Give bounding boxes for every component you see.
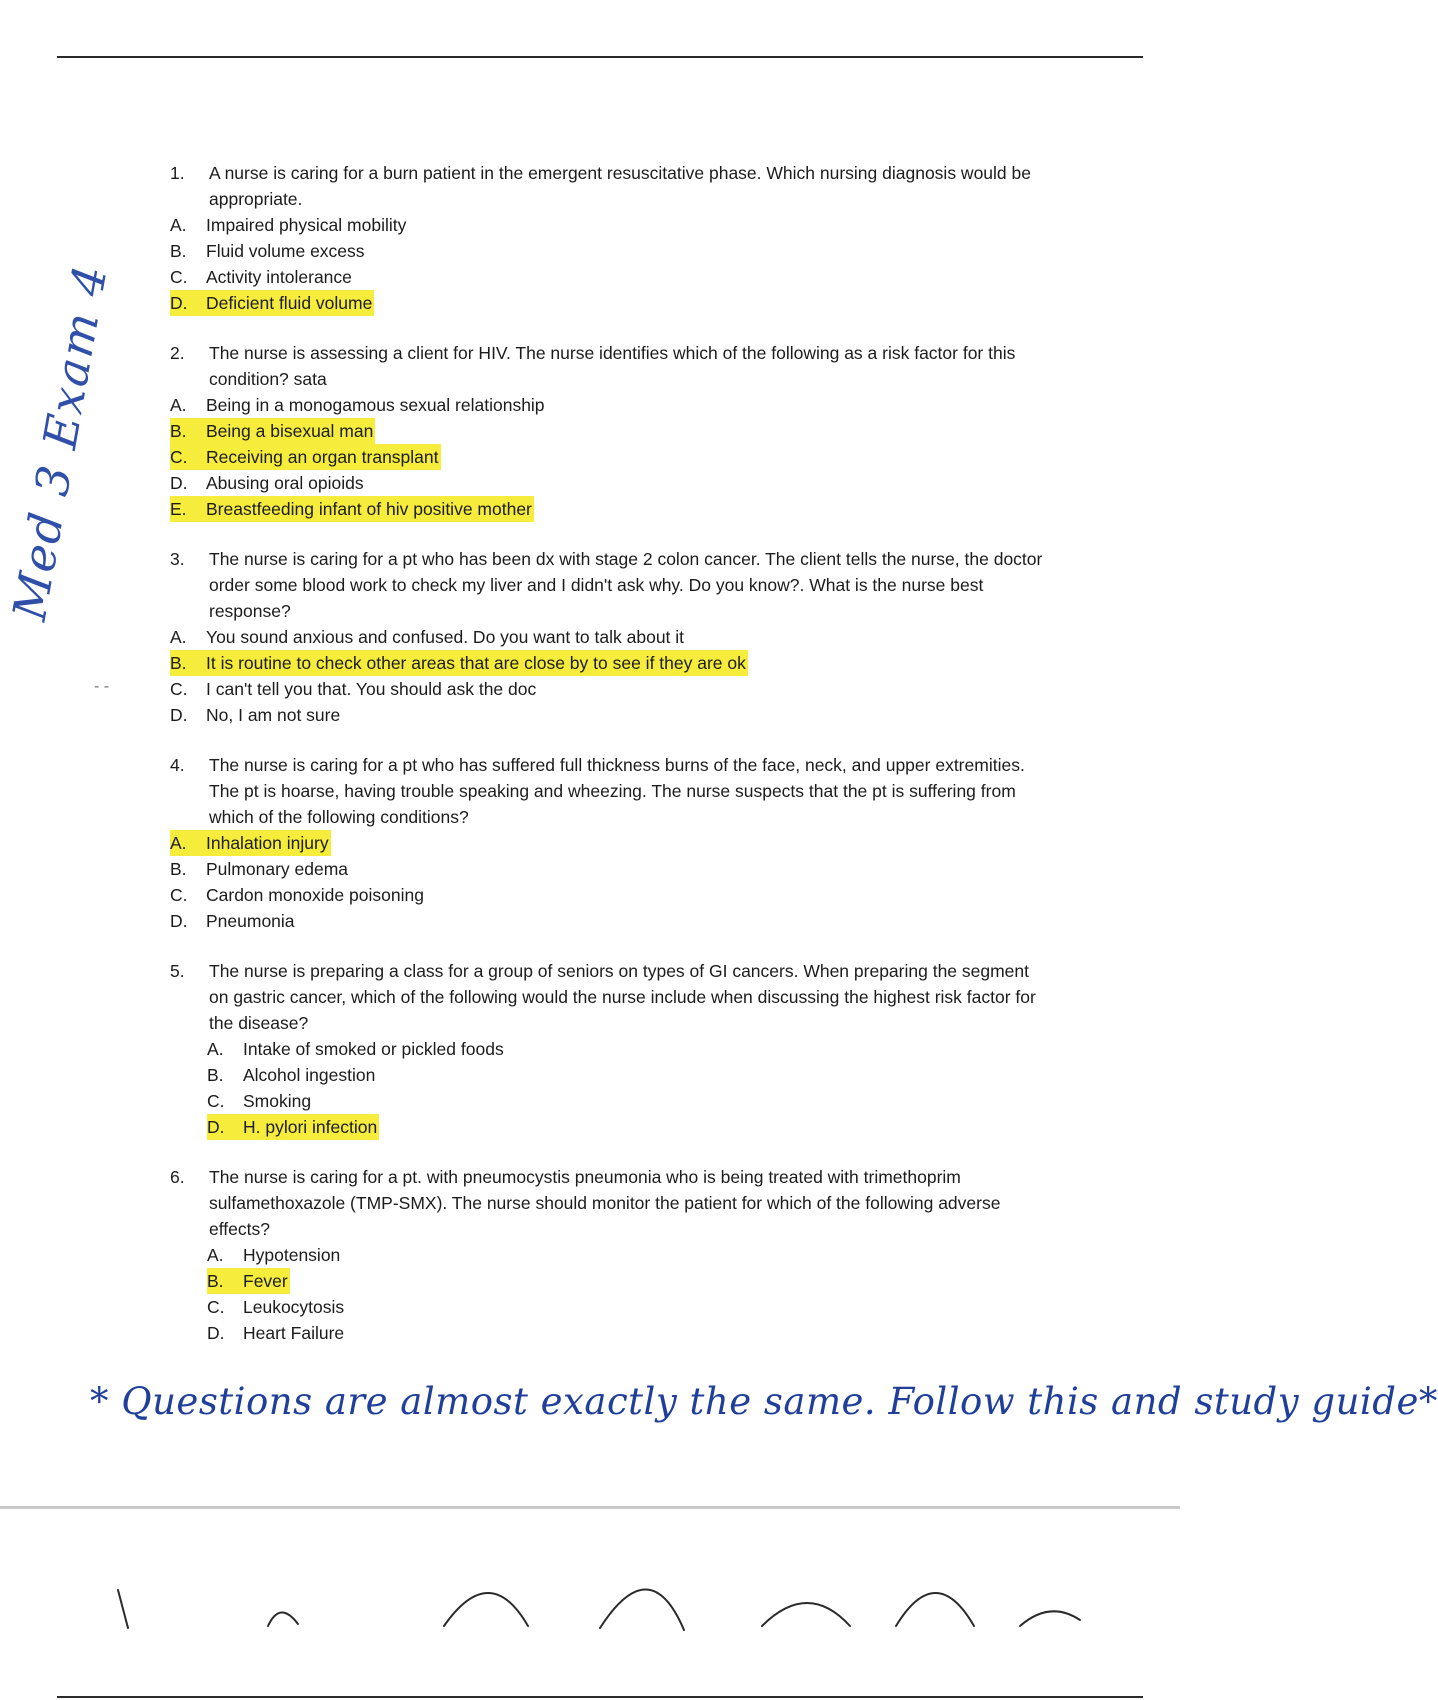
option-letter: B. [170,859,187,879]
highlighted-answer [207,1268,290,1294]
question-number: 4. [170,755,185,775]
option-text: Impaired physical mobility [206,215,407,235]
answer-option [170,496,1050,522]
question-number: 5. [170,961,185,981]
option-letter: C. [170,885,188,905]
answer-option [170,908,1050,934]
answer-option [170,238,1050,264]
answer-option [170,290,1050,316]
question-6 [170,1164,1050,1346]
option-letter: A. [170,215,187,235]
answer-option [170,650,1050,676]
option-text: Being in a monogamous sexual relationship [206,395,545,415]
answer-body [207,1242,342,1268]
option-letter: A. [170,627,187,647]
question-text: The nurse is caring for a pt. with pneumocystis pneumonia who is being treated with trimethoprim sulfamethoxazole (TMP-SMX). The nurse should monitor the patient for which of the following adverse effects? [209,1167,1001,1239]
question-text: The nurse is caring for a pt who has suffered full thickness burns of the face, neck, and upper extremities. The pt is hoarse, having trouble speaking and wheezing. The nurse suspects that the pt is suffering from which of the following conditions? [209,755,1025,827]
answer-body [207,1088,313,1114]
option-text: Pulmonary edema [206,859,349,879]
option-text: Heart Failure [243,1323,345,1343]
option-letter: C. [207,1091,225,1111]
option-letter: D. [170,911,188,931]
question-number: 2. [170,343,185,363]
option-text: Smoking [243,1091,312,1111]
question-number: 3. [170,549,185,569]
highlighted-answer [170,290,374,316]
option-text: Receiving an organ transplant [206,447,439,467]
option-letter: C. [170,267,188,287]
answer-option [170,1062,1050,1088]
option-text: Intake of smoked or pickled foods [243,1039,504,1059]
handwritten-side-note: Med 3 Exam 4 [2,259,118,625]
option-letter: D. [207,1117,225,1137]
option-letter: A. [170,395,187,415]
option-letter: A. [207,1245,224,1265]
option-text: I can't tell you that. You should ask the doc [206,679,537,699]
answer-option [170,624,1050,650]
highlighted-answer [207,1114,379,1140]
answer-option [170,1320,1050,1346]
option-text: H. pylori infection [243,1117,378,1137]
side-mark: - - [94,678,110,695]
answer-option [170,1036,1050,1062]
answer-body [170,470,366,496]
answer-option [170,1268,1050,1294]
question-2 [170,340,1050,522]
answer-option [170,392,1050,418]
option-text: Abusing oral opioids [206,473,364,493]
option-text: Breastfeeding infant of hiv positive mother [206,499,532,519]
option-text: Fever [243,1271,288,1291]
option-text: Being a bisexual man [206,421,374,441]
option-text: Cardon monoxide poisoning [206,885,424,905]
highlighted-answer [170,496,534,522]
answer-body [170,702,342,728]
question-4 [170,752,1050,934]
bottom-rule [57,1696,1143,1698]
answer-body [170,882,426,908]
answer-option [170,830,1050,856]
question-stem [170,340,1050,392]
question-number: 1. [170,163,185,183]
option-letter: C. [170,447,188,467]
answer-body [170,624,686,650]
answer-option [170,444,1050,470]
scribble-3 [444,1593,528,1626]
option-letter: D. [207,1323,225,1343]
answer-body [170,238,367,264]
option-letter: A. [207,1039,224,1059]
answer-option [170,856,1050,882]
handwritten-footnote: * Questions are almost exactly the same. Follow this and study guide* [90,1380,1438,1423]
option-letter: C. [170,679,188,699]
option-text: You sound anxious and confused. Do you want to talk about it [206,627,685,647]
question-text: The nurse is assessing a client for HIV. The nurse identifies which of the following as a risk factor for this condition? sata [209,343,1016,389]
option-letter: B. [170,241,187,261]
top-rule [57,56,1143,58]
answer-body [207,1036,506,1062]
answer-option [170,1114,1050,1140]
handwritten-scribbles [0,1560,1200,1660]
answer-option [170,470,1050,496]
answer-body [170,392,547,418]
option-letter: B. [170,421,187,441]
question-1 [170,160,1050,316]
answer-option [170,702,1050,728]
option-text: Pneumonia [206,911,295,931]
page-divider [0,1506,1180,1509]
highlighted-answer [170,650,748,676]
question-text: The nurse is caring for a pt who has been dx with stage 2 colon cancer. The client tells the nurse, the doctor order some blood work to check my liver and I didn't ask why. Do you know?. What is the nurse best response? [209,549,1043,621]
option-letter: A. [170,833,187,853]
option-text: Hypotension [243,1245,341,1265]
scribble-7 [1020,1611,1080,1626]
answer-option [170,882,1050,908]
scribble-5 [762,1603,850,1626]
option-text: Inhalation injury [206,833,329,853]
answer-body [170,676,538,702]
answer-option [170,1242,1050,1268]
option-text: Deficient fluid volume [206,293,373,313]
question-number: 6. [170,1167,185,1187]
answer-option [170,1088,1050,1114]
highlighted-answer [170,444,441,470]
question-text: A nurse is caring for a burn patient in the emergent resuscitative phase. Which nursing diagnosis would be appropriate. [209,163,1031,209]
answer-option [170,264,1050,290]
scribble-6 [896,1593,974,1626]
question-stem [170,958,1050,1036]
option-letter: D. [170,473,188,493]
option-letter: C. [207,1297,225,1317]
answer-option [170,212,1050,238]
answer-body [207,1320,346,1346]
question-list [170,160,1050,1370]
question-3 [170,546,1050,728]
answer-body [170,264,354,290]
question-text: The nurse is preparing a class for a group of seniors on types of GI cancers. When preparing the segment on gastric cancer, which of the following would the nurse include when discussing the highest risk factor for the disease? [209,961,1036,1033]
option-text: No, I am not sure [206,705,341,725]
scribble-4 [600,1589,684,1630]
option-letter: B. [207,1065,224,1085]
highlighted-answer [170,418,375,444]
answer-body [170,212,408,238]
question-stem [170,546,1050,624]
option-letter: D. [170,705,188,725]
answer-option [170,1294,1050,1320]
answer-body [207,1062,377,1088]
answer-body [207,1294,346,1320]
answer-option [170,418,1050,444]
question-stem [170,752,1050,830]
scribble-2 [268,1612,298,1626]
answer-body [170,856,350,882]
option-letter: B. [207,1271,224,1291]
answer-option [170,676,1050,702]
option-letter: D. [170,293,188,313]
question-stem [170,1164,1050,1242]
question-stem [170,160,1050,212]
option-text: Alcohol ingestion [243,1065,376,1085]
option-text: Activity intolerance [206,267,352,287]
question-5 [170,958,1050,1140]
answer-body [170,908,297,934]
option-text: Leukocytosis [243,1297,345,1317]
option-text: Fluid volume excess [206,241,365,261]
option-letter: E. [170,499,187,519]
option-text: It is routine to check other areas that are close by to see if they are ok [206,653,746,673]
option-letter: B. [170,653,187,673]
highlighted-answer [170,830,331,856]
scribble-1 [118,1590,128,1628]
